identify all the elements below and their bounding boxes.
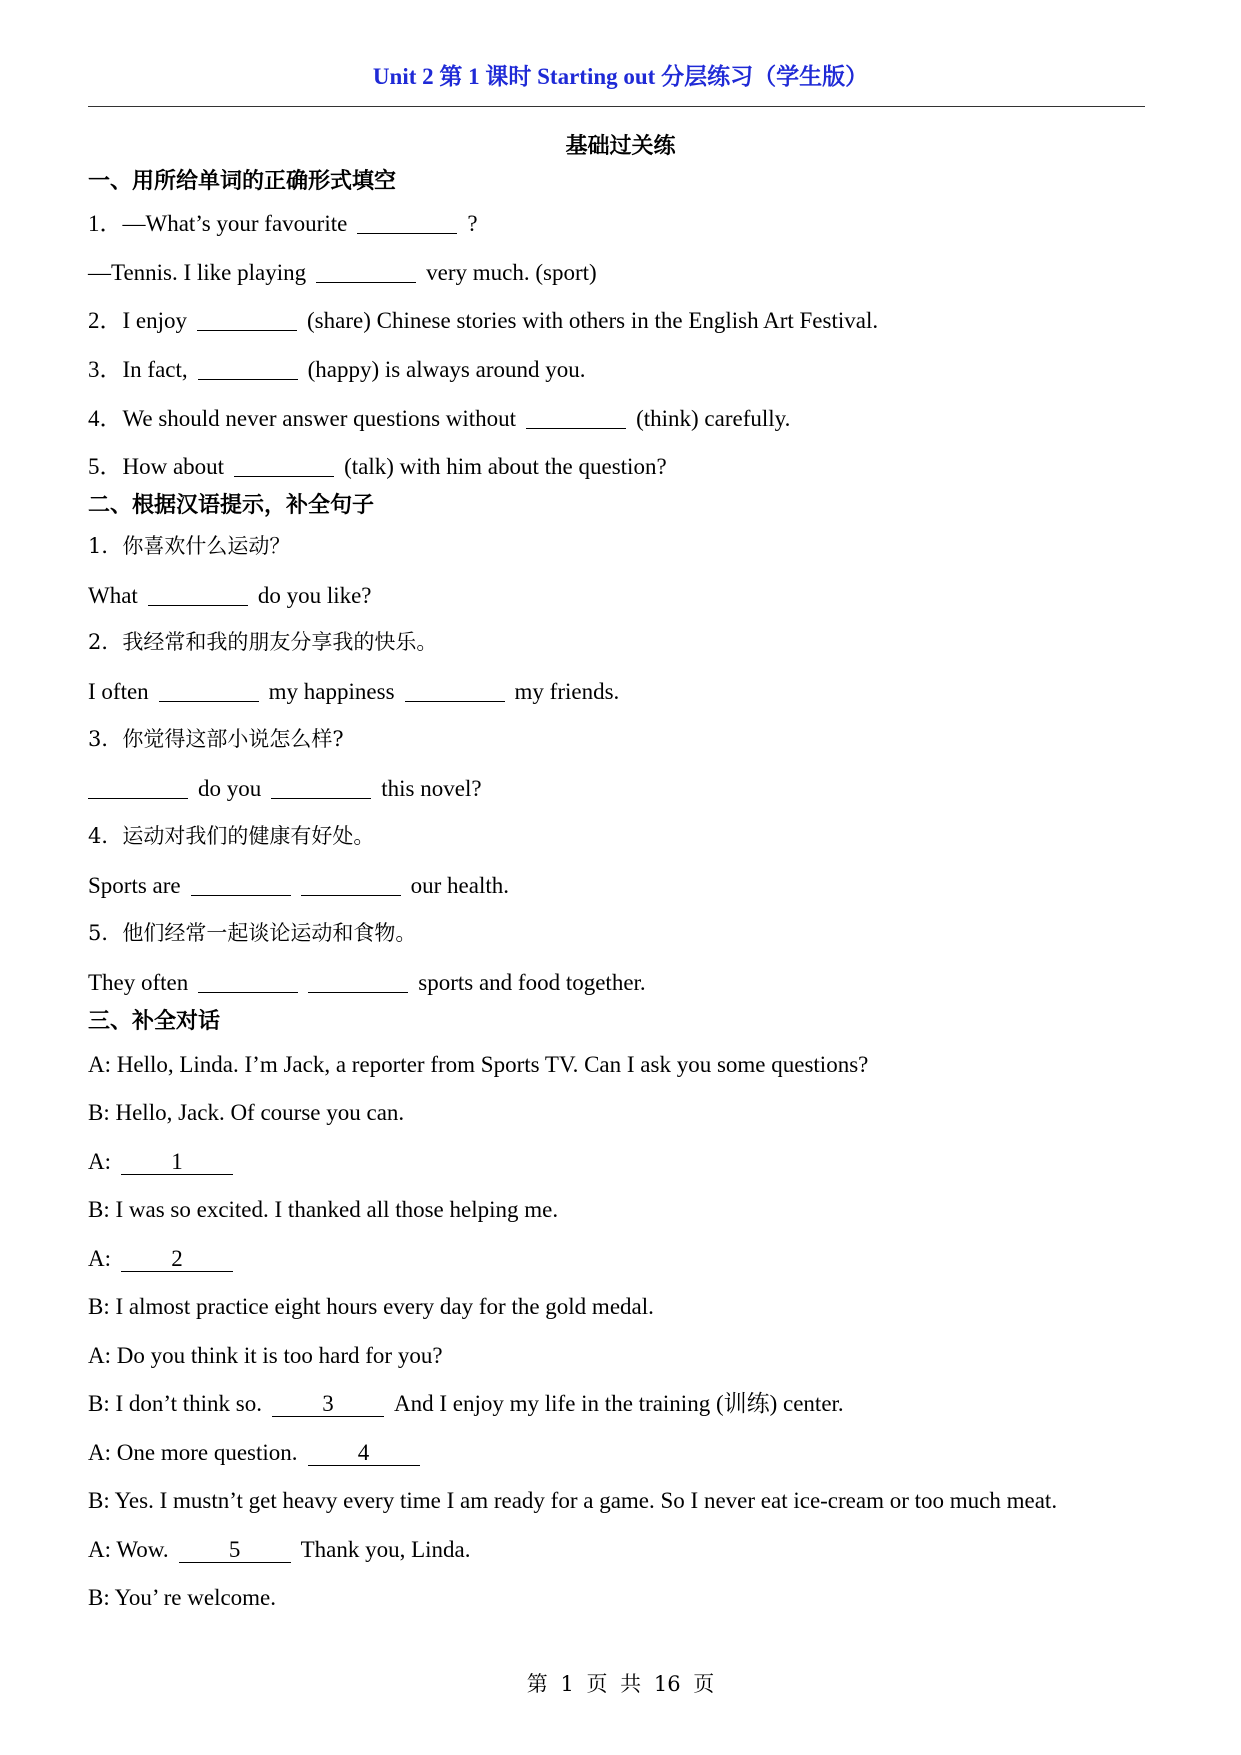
answer-blank[interactable]	[357, 211, 457, 234]
dialogue-line-12: B: You’ re welcome.	[88, 1585, 277, 1610]
answer-blank[interactable]	[526, 406, 626, 429]
header-divider	[88, 106, 1145, 107]
numbered-blank-4[interactable]: 4	[308, 1441, 420, 1466]
s2-question-5: They often sports and food together.	[88, 970, 646, 995]
s2-question-4: Sports are our health.	[88, 873, 509, 898]
dialogue-line-5: A: 2	[88, 1245, 243, 1273]
s2-question-2-chinese: 2．我经常和我的朋友分享我的快乐。	[88, 630, 438, 654]
s1-question-2: 2．I enjoy (share) Chinese stories with others in the English Art Festival.	[88, 308, 879, 333]
s2-question-3: do you this novel?	[88, 775, 482, 803]
s1-question-4: 4．We should never answer questions without (think) carefully.	[88, 406, 791, 431]
numbered-blank-1[interactable]: 1	[121, 1150, 233, 1175]
dialogue-line-6: B: I almost practice eight hours every day for the gold medal.	[88, 1294, 654, 1319]
section-2-title: 二、根据汉语提示，补全句子	[88, 493, 375, 518]
answer-blank[interactable]	[301, 873, 401, 896]
dialogue-line-3: A: 1	[88, 1148, 243, 1176]
answer-blank[interactable]	[148, 583, 248, 606]
answer-blank[interactable]	[316, 260, 416, 283]
page-number: 第 1 页 共 16 页	[526, 1672, 715, 1696]
s1-question-1a: 1．—What’s your favourite ?	[88, 211, 478, 236]
numbered-blank-2[interactable]: 2	[121, 1247, 233, 1272]
s1-question-3: 3．In fact, (happy) is always around you.	[88, 357, 586, 382]
answer-blank[interactable]	[191, 873, 291, 896]
dialogue-line-4: B: I was so excited. I thanked all those helping me.	[88, 1197, 559, 1222]
numbered-blank-3[interactable]: 3	[272, 1392, 384, 1417]
answer-blank[interactable]	[234, 454, 334, 477]
section-heading-basic: 基础过关练	[565, 134, 676, 159]
section-1-title: 一、用所给单词的正确形式填空	[88, 169, 397, 194]
dialogue-line-1: A: Hello, Linda. I’m Jack, a reporter from Sports TV. Can I ask you some questions?	[88, 1052, 869, 1077]
numbered-blank-5[interactable]: 5	[179, 1538, 291, 1563]
answer-blank[interactable]	[198, 970, 298, 993]
s2-question-3-chinese: 3．你觉得这部小说怎么样?	[88, 727, 344, 751]
s2-question-5-chinese: 5．他们经常一起谈论运动和食物。	[88, 921, 417, 945]
s1-question-1b: —Tennis. I like playing very much. (sport)	[88, 260, 597, 285]
s2-question-4-chinese: 4．运动对我们的健康有好处。	[88, 824, 375, 848]
answer-blank[interactable]	[197, 308, 297, 331]
s1-question-5: 5．How about (talk) with him about the question?	[88, 454, 667, 479]
answer-blank[interactable]	[271, 776, 371, 799]
dialogue-line-9: A: One more question. 4	[88, 1439, 430, 1467]
dialogue-line-7: A: Do you think it is too hard for you?	[88, 1343, 443, 1368]
answer-blank[interactable]	[159, 679, 259, 702]
answer-blank[interactable]	[88, 776, 188, 799]
dialogue-line-10: B: Yes. I mustn’t get heavy every time I am ready for a game. So I never eat ice-cream or too much meat.	[88, 1488, 1058, 1513]
document-header: Unit 2 第 1 课时 Starting out 分层练习（学生版）	[372, 64, 869, 89]
answer-blank[interactable]	[308, 970, 408, 993]
dialogue-line-2: B: Hello, Jack. Of course you can.	[88, 1100, 405, 1125]
answer-blank[interactable]	[405, 679, 505, 702]
dialogue-line-8: B: I don’t think so. 3 And I enjoy my life in the training (训练) center.	[88, 1391, 844, 1416]
s2-question-1-chinese: 1．你喜欢什么运动？	[88, 534, 291, 558]
s2-question-1: What do you like?	[88, 583, 372, 608]
section-3-title: 三、补全对话	[88, 1009, 221, 1034]
s2-question-2: I often my happiness my friends.	[88, 679, 620, 704]
dialogue-line-11: A: Wow. 5 Thank you, Linda.	[88, 1537, 471, 1562]
answer-blank[interactable]	[198, 357, 298, 380]
